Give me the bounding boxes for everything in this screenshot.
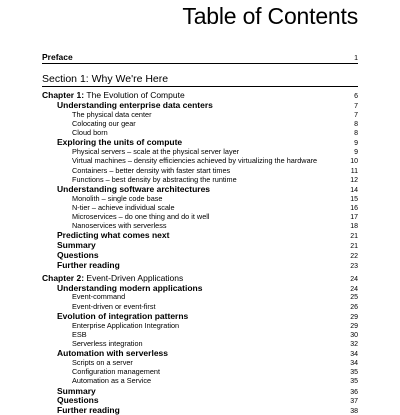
toc-entry-page: 15 [350,195,358,203]
toc-entry-page: 35 [350,378,358,386]
toc-chapter-name: The Evolution of Compute [86,90,185,100]
toc-subheading-entry[interactable] [42,212,358,221]
toc-entry-label: Monolith – single code base [72,193,163,203]
toc-entry-page: 14 [350,186,358,194]
toc-subheading-entry[interactable] [42,302,358,311]
toc-chapter-name: Event-Driven Applications [86,272,184,283]
toc-subheading-entry[interactable] [42,376,358,385]
toc-entry-page: 37 [350,398,358,406]
toc-chapter-page: 24 [350,275,358,283]
toc-entry-page: 7 [354,111,358,119]
toc-entry-label: Configuration management [72,367,161,377]
toc-entry-label: Functions – best density by abstracting the runtime [72,174,237,184]
toc-entry-page: 21 [350,243,358,251]
toc-heading-entry[interactable] [42,240,358,250]
toc-entry-label: Serverless integration [72,338,143,348]
toc-entry-label: Containers – better density with faster start times [72,165,231,175]
toc-entry-label: Summary [57,240,96,251]
toc-section-heading [42,73,358,87]
toc-entry-page: 25 [350,294,358,302]
toc-heading-entry[interactable] [42,137,358,147]
toc-entry-page: 17 [350,214,358,222]
toc-heading-entry[interactable] [42,395,358,405]
toc-entry-label: Evolution of integration patterns [57,310,189,321]
toc-entry-label: Nanoservices with serverless [72,221,167,231]
toc-entry-label: The physical data center [72,109,152,119]
toc-entry-page: 36 [350,388,358,396]
toc-entry-label: Scripts on a server [72,357,133,367]
toc-entry-label: Physical servers – scale at the physical server layer [72,147,240,157]
toc-entry-page: 30 [350,331,358,339]
toc-subheading-entry[interactable] [42,330,358,339]
toc-entry-label: Questions [57,250,99,261]
toc-subheading-entry[interactable] [42,367,358,376]
toc-entry-page: 35 [350,369,358,377]
toc-subheading-entry[interactable] [42,147,358,156]
toc-heading-entry[interactable] [42,230,358,240]
toc-entry-page: 29 [350,322,358,330]
toc-entry-page: 23 [350,262,358,270]
page-title: Table of Contents [182,3,358,29]
toc-subheading-entry[interactable] [42,339,358,348]
toc-heading-entry[interactable] [42,184,358,194]
toc-subheading-entry[interactable] [42,194,358,203]
toc-entry-label: Virtual machines – density efficiencies achieved by virtualizing the hardware [72,156,318,166]
toc-heading-entry[interactable] [42,100,358,110]
toc-entry-label: Colocating our gear [72,118,136,128]
toc-heading-entry[interactable] [42,386,358,396]
toc-subheading-entry[interactable] [42,221,358,230]
toc-entry-page: 38 [350,408,358,415]
toc-preface[interactable] [42,52,358,64]
toc-heading-entry[interactable] [42,348,358,358]
toc-preface-page: 1 [354,55,358,62]
toc-entry-label: Summary [57,385,96,396]
toc-entry-page: 24 [350,285,358,293]
toc-entry-label: Automation as a Service [72,376,152,386]
toc-entry-label: Exploring the units of compute [57,137,183,148]
toc-chapter-title [42,273,342,283]
toc-heading-entry[interactable] [42,283,358,293]
toc-entry-page: 11 [350,167,358,175]
toc-subheading-entry[interactable] [42,358,358,367]
toc-entry-label: Cloud born [72,128,108,138]
toc-entry-page: 22 [350,253,358,261]
toc-subheading-entry[interactable] [42,321,358,330]
toc-subheading-entry[interactable] [42,119,358,128]
toc-entry-label: Microservices – do one thing and do it well [72,212,210,222]
toc-entry-label: Automation with serverless [57,348,169,359]
toc-entry-label: Understanding software architectures [57,183,211,194]
toc-entry-label: ESB [72,329,87,339]
toc-entry-page: 9 [354,140,358,148]
toc-entry-page: 16 [350,204,358,212]
toc-entry-page: 34 [350,359,358,367]
toc-chapter-title [42,90,342,100]
toc-entry-page: 9 [354,149,358,157]
toc-entry-label: Predicting what comes next [57,230,170,241]
toc-chapter-number: Chapter 1: [42,90,87,100]
toc-subheading-entry[interactable] [42,110,358,119]
toc-entry-page: 8 [354,120,358,128]
toc-entry-page: 8 [354,130,358,138]
toc-chapter-number: Chapter 2: [42,272,87,283]
toc-entry-page: 21 [350,233,358,241]
toc-subheading-entry[interactable] [42,292,358,301]
toc-chapter[interactable] [42,90,358,100]
toc-entry-label: Event-command [72,292,126,302]
toc-subheading-entry[interactable] [42,175,358,184]
toc-subheading-entry[interactable] [42,203,358,212]
toc-entry-label: Further reading [57,259,120,270]
toc-heading-entry[interactable] [42,260,358,270]
toc-entry-page: 7 [354,103,358,110]
toc-chapter[interactable] [42,273,358,283]
toc-entry-label: Questions [57,395,99,406]
toc-entry-page: 10 [350,158,358,166]
toc-entry-label: Event-driven or event-first [72,301,156,311]
toc-subheading-entry[interactable] [42,128,358,137]
toc-entry-label: N-tier – achieve individual scale [72,202,175,212]
toc-section-label: Section 1: Why We're Here [42,73,169,85]
toc-entry-label: Understanding enterprise data centers [57,100,213,110]
toc-entry-page: 18 [350,223,358,231]
toc-entry-label: Enterprise Application Integration [72,320,180,330]
toc-entry-page: 12 [350,176,358,184]
toc-chapter-page: 6 [354,93,358,100]
toc-entry-page: 34 [350,351,358,359]
toc-heading-entry[interactable] [42,250,358,260]
toc-heading-entry[interactable] [42,405,358,415]
toc-preface-label: Preface [42,52,73,62]
toc-entry-page: 32 [350,340,358,348]
toc-subheading-entry[interactable] [42,166,358,175]
toc-entry-page: 29 [350,313,358,321]
toc-entry-page: 26 [350,303,358,311]
toc-subheading-entry[interactable] [42,156,358,165]
toc-entry-label: Further reading [57,405,120,415]
toc-heading-entry[interactable] [42,311,358,321]
table-of-contents [42,52,358,415]
toc-entry-label: Understanding modern applications [57,282,203,293]
